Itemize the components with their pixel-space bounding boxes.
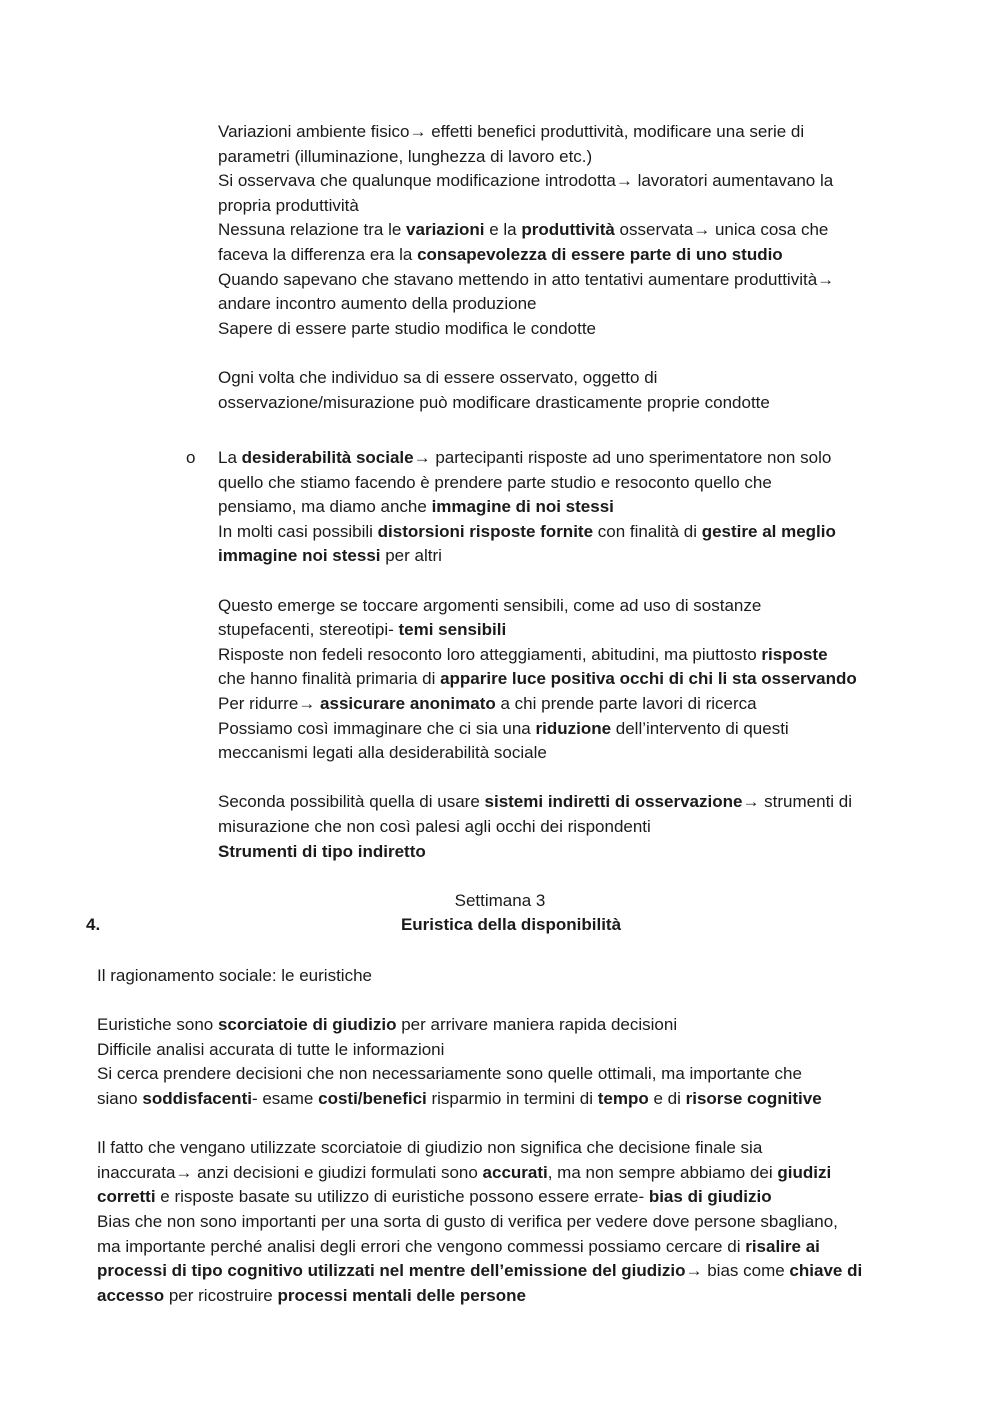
text-run: per arrivare maniera rapida decisioni: [396, 1015, 678, 1035]
text-line: [218, 643, 938, 668]
text-run: andare incontro aumento della produzione: [218, 294, 537, 314]
text-line: [218, 717, 938, 742]
text-line: [97, 1210, 957, 1235]
blank-line: [218, 341, 938, 366]
section-title: Euristica della disponibilità: [400, 915, 622, 934]
bold-text: temi sensibili: [398, 620, 507, 640]
bold-text: desiderabilità sociale: [241, 448, 414, 467]
text-line: [218, 520, 938, 545]
bold-text: produttività: [521, 220, 615, 240]
bold-text: risorse cognitive: [685, 1088, 822, 1108]
text-run: Il fatto che vengano utilizzate scorciatoie di giudizio non significa che decisione finale sia: [97, 1138, 763, 1158]
text-line: [97, 1161, 957, 1186]
text-line: [218, 366, 938, 391]
bold-text: risposte: [761, 644, 828, 664]
bold-text: tempo: [597, 1088, 649, 1108]
text-run: Difficile analisi accurata di tutte le informazioni: [97, 1039, 445, 1059]
text-run: Ogni volta che individuo sa di essere osservato, oggetto di: [218, 367, 658, 387]
text-run: Nessuna relazione tra le: [218, 220, 407, 240]
text-line: [97, 964, 957, 989]
text-run: risparmio in termini di: [426, 1088, 598, 1108]
bold-text: soddisfacenti: [142, 1088, 252, 1108]
text-line: [218, 292, 938, 317]
blank-line: [218, 569, 938, 594]
text-line: [218, 391, 938, 416]
text-line: [218, 218, 938, 243]
text-run: → strumenti di: [742, 792, 853, 812]
section-number: 4.: [86, 915, 101, 934]
text-run: Quando sapevano che stavano mettendo in atto tentativi aumentare produttività→: [218, 269, 835, 289]
text-line: [97, 1062, 957, 1087]
text-run: Sapere di essere parte studio modifica le condotte: [218, 318, 597, 338]
text-run: Risposte non fedeli resoconto loro atteggiamenti, abitudini, ma piuttosto: [218, 644, 762, 664]
bold-text: immagine noi stessi: [218, 546, 381, 566]
text-run: osservazione/misurazione può modificare drasticamente proprie condotte: [218, 392, 770, 412]
text-line: [218, 815, 938, 840]
text-line: [218, 471, 938, 496]
bold-text: bias di giudizio: [648, 1187, 772, 1207]
text-line: [97, 1087, 957, 1112]
text-run: dell’intervento di questi: [611, 718, 789, 738]
text-run: , ma non sempre abbiamo dei: [547, 1162, 778, 1182]
paragraph-heuristics: [97, 964, 957, 1308]
text-line: [218, 145, 938, 170]
text-run: misurazione che non così palesi agli occhi dei rispondenti: [218, 816, 651, 836]
bold-text: variazioni: [406, 220, 485, 240]
text-line: [218, 667, 938, 692]
bold-text: giudizi: [777, 1162, 832, 1182]
text-line: [218, 446, 938, 471]
week-label: Settimana 3: [454, 891, 546, 910]
text-line: [218, 169, 938, 194]
text-run: a chi prende parte lavori di ricerca: [495, 693, 757, 713]
text-line: [218, 120, 938, 145]
text-line: [218, 594, 938, 619]
text-line: [97, 1259, 957, 1284]
bold-text: processi di tipo cognitivo utilizzati nel mentre dell’emissione del giudizio: [97, 1261, 686, 1281]
text-line: [218, 268, 938, 293]
text-run: che hanno finalità primaria di: [218, 669, 441, 689]
bold-text: risalire ai: [745, 1236, 820, 1256]
bold-text: riduzione: [535, 718, 612, 738]
text-run: per ricostruire: [164, 1285, 278, 1305]
blank-line: [97, 989, 957, 1014]
bold-text: costi/benefici: [318, 1088, 427, 1108]
text-run: → partecipanti risposte ad uno sperimentatore non solo: [413, 448, 832, 467]
text-line: [218, 243, 938, 268]
bold-text: processi mentali delle persone: [277, 1285, 526, 1305]
text-line: [97, 1013, 957, 1038]
text-line: [97, 1235, 957, 1260]
bold-text: apparire luce positiva occhi di chi li sta osservando: [440, 669, 857, 689]
text-run: Questo emerge se toccare argomenti sensibili, come ad uso di sostanze: [218, 595, 762, 615]
bold-text: corretti: [97, 1187, 156, 1207]
text-run: faceva la differenza era la: [218, 244, 418, 264]
text-run: e di: [648, 1088, 686, 1108]
text-run: Seconda possibilità quella di usare: [218, 792, 485, 812]
bold-text: accurati: [482, 1162, 548, 1182]
text-run: Si cerca prendere decisioni che non necessariamente sono quelle ottimali, ma importante che: [97, 1064, 802, 1084]
text-line: [218, 495, 938, 520]
text-run: meccanismi legati alla desiderabilità sociale: [218, 743, 547, 763]
text-line: [218, 741, 938, 766]
bold-text: accesso: [97, 1285, 165, 1305]
text-run: propria produttività: [218, 195, 359, 215]
blank-line: [218, 766, 938, 791]
text-line: [218, 618, 938, 643]
text-run: stupefacenti, stereotipi-: [218, 620, 399, 640]
paragraph-hawthorne: [218, 120, 938, 415]
text-run: siano: [97, 1088, 143, 1108]
text-line: [97, 1136, 957, 1161]
text-run: La: [218, 448, 242, 467]
bold-text: distorsioni risposte fornite: [377, 521, 594, 541]
text-run: Euristiche sono: [97, 1015, 218, 1035]
text-run: Variazioni ambiente fisico→ effetti benefici produttività, modificare una serie di: [218, 122, 805, 141]
bold-text: gestire al meglio: [701, 521, 836, 541]
text-run: In molti casi possibili: [218, 521, 378, 541]
text-line: [218, 317, 938, 342]
text-run: osservata→ unica cosa che: [614, 220, 829, 240]
text-run: inaccurata→ anzi decisioni e giudizi formulati sono: [97, 1162, 483, 1182]
text-run: Possiamo così immaginare che ci sia una: [218, 718, 536, 738]
bold-text: assicurare anonimato: [320, 693, 496, 713]
text-run: e risposte basate su utilizzo di euristiche possono essere errate-: [155, 1187, 649, 1207]
text-run: → bias come: [685, 1261, 790, 1281]
bold-text: chiave di: [789, 1261, 863, 1281]
text-run: Si osservava che qualunque modificazione introdotta→ lavoratori aumentavano la: [218, 171, 834, 191]
text-line: [97, 1038, 957, 1063]
text-line: [218, 692, 938, 717]
text-line: [218, 544, 938, 569]
bold-text: immagine di noi stessi: [431, 497, 614, 517]
text-line: [218, 194, 938, 219]
text-run: parametri (illuminazione, lunghezza di lavoro etc.): [218, 146, 593, 166]
paragraph-social-desirability: [218, 446, 938, 864]
text-run: ma importante perché analisi degli errori che vengono commessi possiamo cercare di: [97, 1236, 746, 1256]
blank-line: [97, 1112, 957, 1137]
bullet-marker: o: [186, 448, 196, 467]
text-line: [97, 1185, 957, 1210]
text-run: Per ridurre→: [218, 693, 321, 713]
text-run: quello che stiamo facendo è prendere parte studio e resoconto quello che: [218, 472, 772, 492]
text-run: per altri: [380, 546, 442, 566]
text-run: e la: [484, 220, 522, 240]
text-run: con finalità di: [593, 521, 702, 541]
text-run: - esame: [251, 1088, 319, 1108]
text-run: Bias che non sono importanti per una sorta di gusto di verifica per vedere dove persone sbagliano,: [97, 1211, 838, 1231]
text-line: [218, 790, 938, 815]
bold-text: sistemi indiretti di osservazione: [484, 792, 743, 812]
bold-text: consapevolezza di essere parte di uno studio: [417, 244, 783, 264]
text-line: [97, 1284, 957, 1309]
text-run: Il ragionamento sociale: le euristiche: [97, 966, 372, 985]
bold-text: Strumenti di tipo indiretto: [218, 841, 426, 861]
text-run: pensiamo, ma diamo anche: [218, 497, 432, 517]
text-line: [218, 840, 938, 865]
bold-text: scorciatoie di giudizio: [217, 1015, 397, 1035]
